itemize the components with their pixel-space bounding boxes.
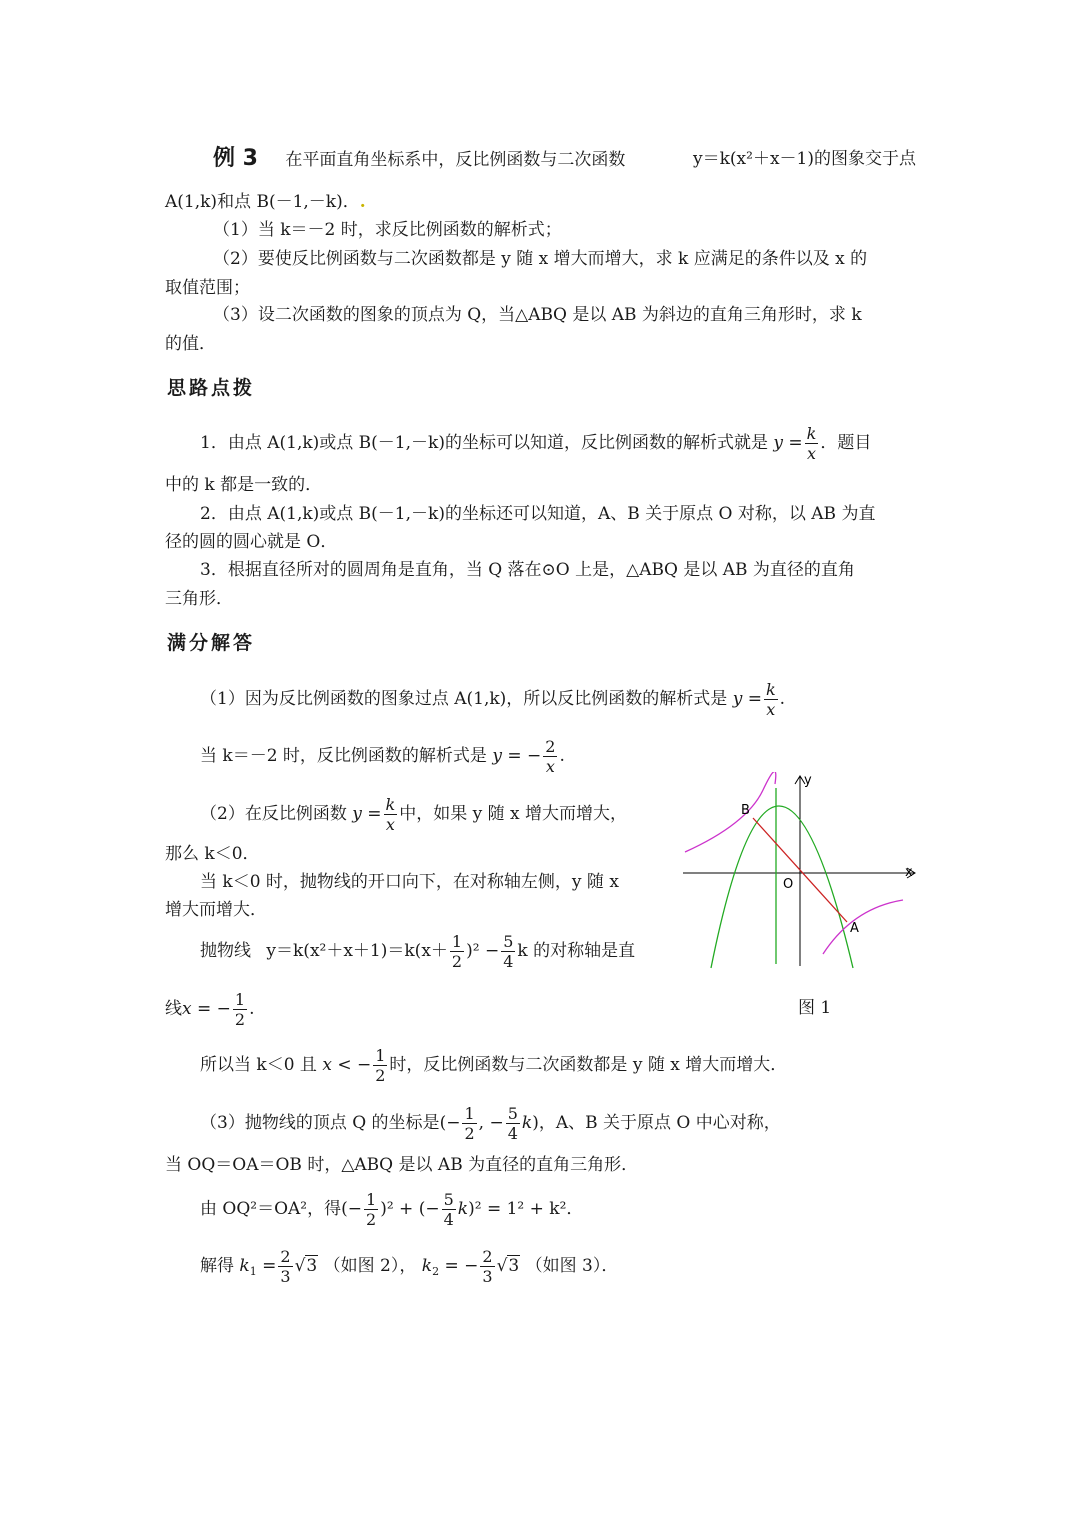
example-points: A(1,k)和点 B(－1,－k)． xyxy=(165,192,360,212)
solution-3-line-1: （3）抛物线的顶点 Q 的坐标是(− $\frac{1}{2}$ , − $\frac{5}{4}$ k)，A、B 关于原点 O 中心对称， xyxy=(200,1104,781,1143)
hint-p2-line-1: 2．由点 A(1,k)或点 B(－1,－k)的坐标还可以知道，A、B 关于原点 O 对称，以 AB 为直 xyxy=(200,504,876,524)
solution-2-line-2: 那么 k＜0． xyxy=(165,844,260,864)
question-1: （1）当 k＝－2 时，求反比例函数的解析式； xyxy=(213,220,562,240)
line-word: 线 xyxy=(165,999,182,1019)
solution-2-line-6: 线x = − $\frac{1}{2}$ . xyxy=(165,990,255,1029)
solution-1: （1）因为反比例函数的图象过点 A(1,k)，所以反比例函数的解析式是 y = $\frac{k}{x}$ . xyxy=(200,680,786,719)
fraction-5-over-4: $\frac{5}{4}$ xyxy=(443,1190,454,1229)
example-text-1: 在平面直角坐标系中，反比例函数与二次函数 xyxy=(285,150,626,170)
y-axis-label: y xyxy=(804,773,812,788)
example-equation: y＝k(x²＋x－1)的图象交于点 xyxy=(693,149,916,169)
solution-2-line-5 xyxy=(200,932,635,971)
example-line-2 xyxy=(165,190,366,214)
fraction-2-over-3: $\frac{2}{3}$ xyxy=(482,1247,493,1286)
hint-p1-line-2: 中的 k 都是一致的． xyxy=(165,475,323,495)
fraction-1-over-2: $\frac{1}{2}$ xyxy=(234,990,246,1029)
solution-2-tail: 中，如果 y 随 x 增大而增大， xyxy=(399,804,628,824)
solution-1b-text: 当 k＝－2 时，反比例函数的解析式是 xyxy=(200,746,487,766)
sqrt-3: √3 xyxy=(496,1256,520,1276)
conclusion-text: 所以当 k＜0 且 xyxy=(200,1055,317,1075)
vertex-text: （3）抛物线的顶点 Q 的坐标是 xyxy=(200,1113,440,1133)
solution-word: 解得 xyxy=(200,1256,234,1276)
fraction-1-over-2: $\frac{1}{2}$ xyxy=(375,1046,386,1085)
question-2-line-2: 取值范围； xyxy=(165,278,250,298)
vertex-tail: ，A、B 关于原点 O 中心对称， xyxy=(538,1113,781,1133)
point-a-label: A xyxy=(850,921,859,936)
solution-3-line-4: 解得 $k_1$ = $\frac{2}{3}$ √3 （如图 2）， $k_2$ = − $\frac{2}{3}$ √3 （如图 3）． xyxy=(200,1247,619,1286)
hint-heading: 思路点拨 xyxy=(167,377,256,399)
fraction-k-over-x: $\frac{k}{x}$ xyxy=(806,424,817,463)
solution-2-line-7: 所以当 k＜0 且 x < − $\frac{1}{2}$ 时，反比例函数与二次函数都是 y 随 x 增大而增大． xyxy=(200,1046,788,1085)
fraction-1-over-2: $\frac{1}{2}$ xyxy=(464,1104,475,1143)
hint-p3-line-2: 三角形． xyxy=(165,589,233,609)
hint-p1-line-1: 1．由点 A(1,k)或点 B(－1,－k)的坐标可以知道，反比例函数的解析式就是 y = $\frac{k}{x}$ ．题目 xyxy=(200,424,872,463)
origin-label: O xyxy=(783,877,794,892)
solution-2-line-4: 增大而增大． xyxy=(165,900,267,920)
figure-3-ref: （如图 3）． xyxy=(525,1256,619,1276)
fraction-1-over-2: $\frac{1}{2}$ xyxy=(451,932,463,971)
fraction-2-over-x: $\frac{2}{x}$ xyxy=(545,737,556,776)
solution-3-line-2: 当 OQ＝OA＝OB 时，△ABQ 是以 AB 为直径的直角三角形． xyxy=(165,1155,639,1175)
parabola-word: 抛物线 xyxy=(200,941,251,961)
x-axis-label: x xyxy=(905,865,913,880)
fraction-k-over-x: $\frac{k}{x}$ xyxy=(385,795,396,834)
hint-p1-tail: ．题目 xyxy=(820,433,872,453)
equation-tail: = 1² + k²． xyxy=(486,1199,584,1219)
fraction-5-over-4: $\frac{5}{4}$ xyxy=(507,1104,518,1143)
hyperbola-left-branch xyxy=(685,772,776,852)
parabola-equation-tail: k 的对称轴是直 xyxy=(517,941,636,961)
parabola-equation-mid: )² − xyxy=(466,941,500,961)
question-3-line-1: （3）设二次函数的图象的顶点为 Q，当△ABQ 是以 AB 为斜边的直角三角形时，求 k xyxy=(213,305,862,325)
parabola-equation: y＝k(x²＋x＋1)＝k(x＋ xyxy=(266,941,448,961)
figure-1-caption: 图 1 xyxy=(798,998,832,1018)
hint-p2-line-2: 径的圆的圆心就是 O． xyxy=(165,532,338,552)
conclusion-tail: 时，反比例函数与二次函数都是 y 随 x 增大而增大． xyxy=(389,1055,788,1075)
figure-1-graph xyxy=(683,772,923,972)
solution-1b: 当 k＝－2 时，反比例函数的解析式是 y = − $\frac{2}{x}$ . xyxy=(200,737,565,776)
fraction-k-over-x: $\frac{k}{x}$ xyxy=(765,680,776,719)
example-label: 例 3 xyxy=(213,146,258,171)
sqrt-3: √3 xyxy=(294,1256,318,1276)
solution-2-line-3: 当 k＜0 时，抛物线的开口向下，在对称轴左侧，y 随 x xyxy=(200,872,619,892)
yellow-dot-icon: . xyxy=(359,192,366,212)
example-line-1 xyxy=(213,147,916,172)
question-2-line-1: （2）要使反比例函数与二次函数都是 y 随 x 增大而增大，求 k 应满足的条件以及 x 的 xyxy=(213,249,868,269)
parabola-curve xyxy=(711,806,853,968)
point-b-label: B xyxy=(741,803,750,818)
fraction-1-over-2: $\frac{1}{2}$ xyxy=(366,1190,377,1229)
hint-p1-text: 1．由点 A(1,k)或点 B(－1,－k)的坐标可以知道，反比例函数的解析式就是 xyxy=(200,433,768,453)
figure-2-ref: （如图 2）， xyxy=(323,1256,417,1276)
fraction-5-over-4: $\frac{5}{4}$ xyxy=(503,932,514,971)
solution-heading: 满分解答 xyxy=(167,632,256,654)
hint-p3-line-1: 3．根据直径所对的圆周角是直角，当 Q 落在⊙O 上是，△ABQ 是以 AB 为直径的直角 xyxy=(200,560,855,580)
solution-3-line-3: 由 OQ²＝OA²，得(− $\frac{1}{2}$ )² + (− $\frac{5}{4}$ k)² = 1² + k²． xyxy=(200,1190,584,1229)
equation-text: 由 OQ²＝OA²，得 xyxy=(200,1199,342,1219)
solution-1-text: （1）因为反比例函数的图象过点 A(1,k)，所以反比例函数的解析式是 xyxy=(200,689,728,709)
question-3-line-2: 的值． xyxy=(165,334,216,354)
solution-2-text: （2）在反比例函数 xyxy=(200,804,347,824)
fraction-2-over-3: $\frac{2}{3}$ xyxy=(280,1247,291,1286)
solution-2-line-1: （2）在反比例函数 y = $\frac{k}{x}$ 中，如果 y 随 x 增大而增大， xyxy=(200,795,628,834)
